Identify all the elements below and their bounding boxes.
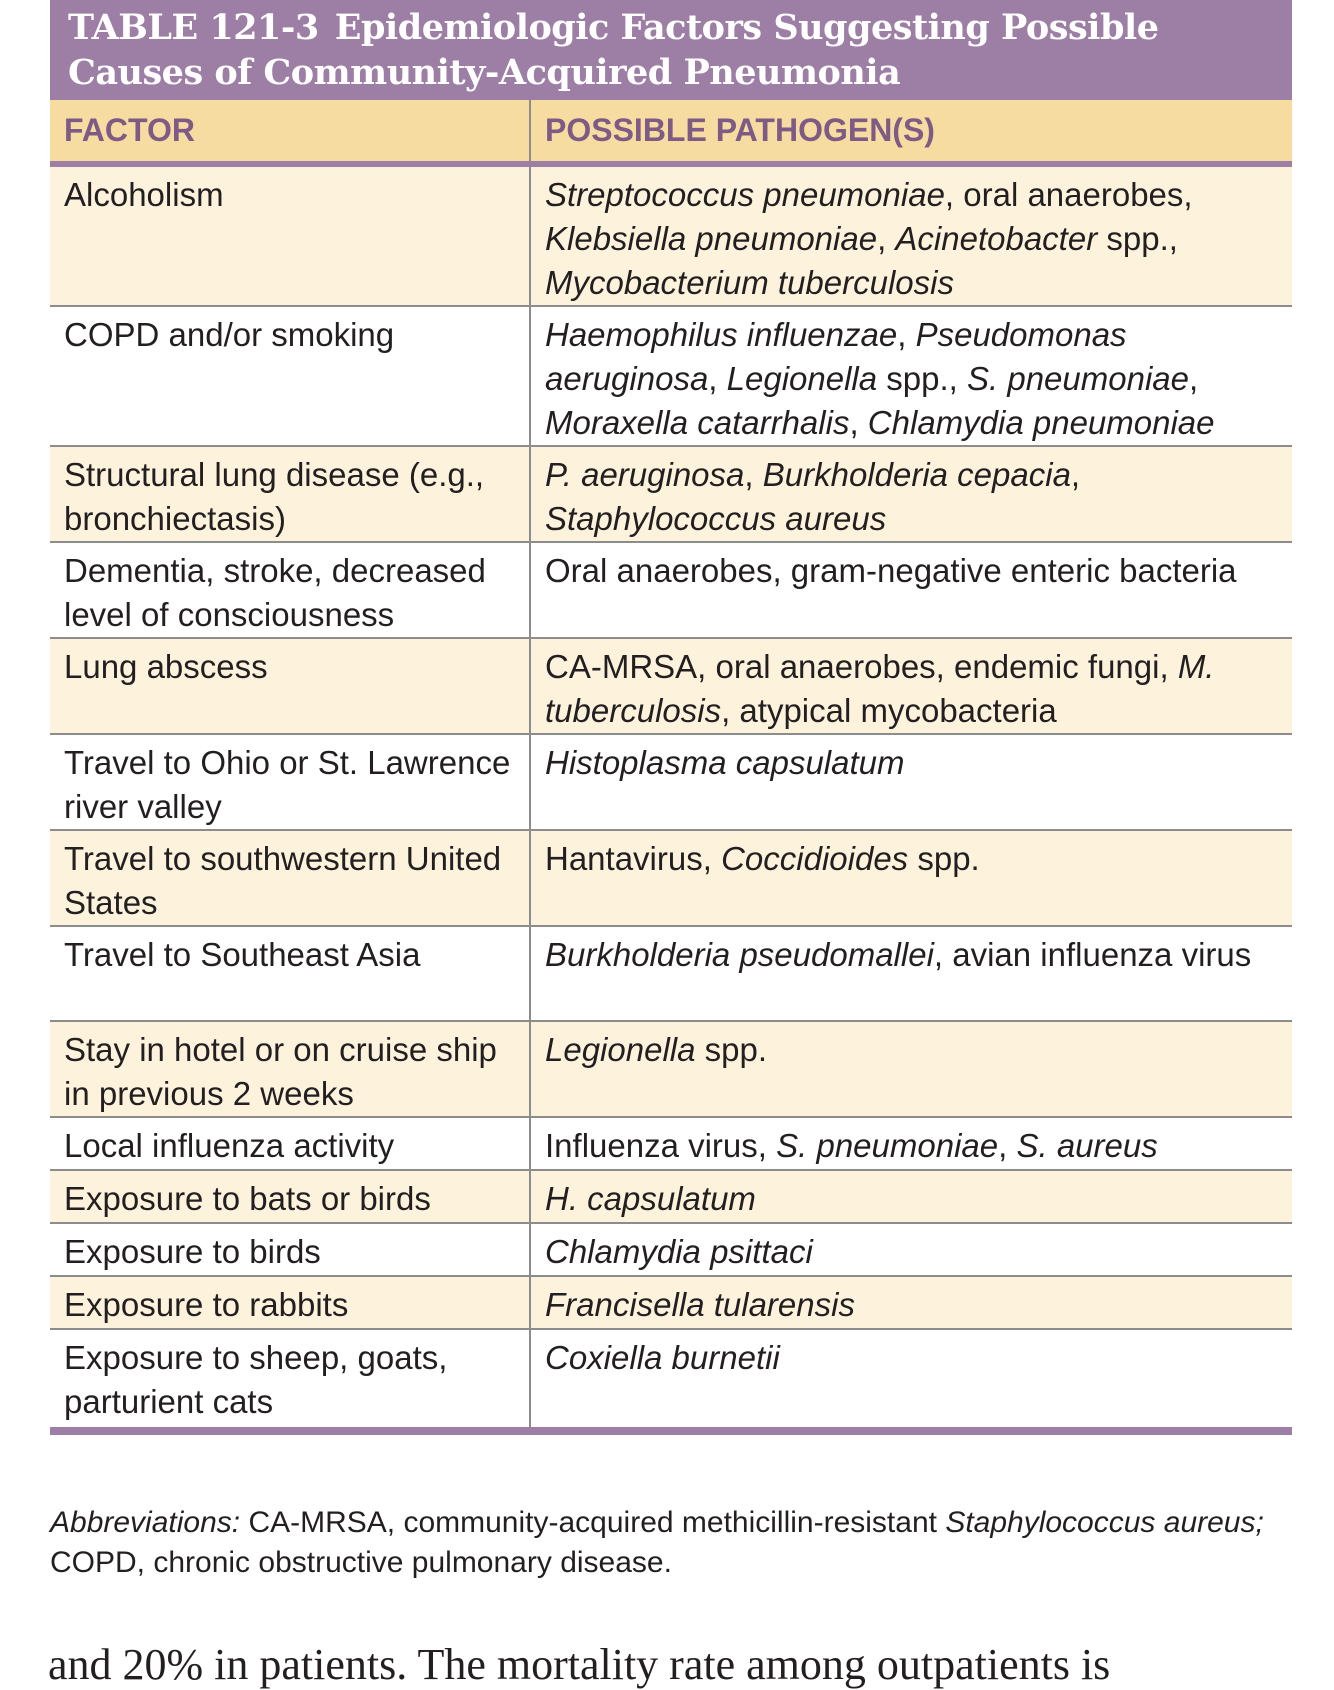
- header-row: [50, 100, 1292, 164]
- table-row: [50, 1276, 1292, 1329]
- pathogen-name-italic: Legionella: [726, 360, 878, 397]
- footnote-text: COPD, chronic obstructive pulmonary disease.: [50, 1546, 672, 1579]
- factor-cell: Exposure to sheep, goats, parturient cats: [50, 1329, 530, 1427]
- pathogen-text: Oral anaerobes, gram-negative enteric bacteria: [545, 552, 1237, 589]
- table-row: [50, 164, 1292, 306]
- pathogen-name-italic: Burkholderia cepacia: [762, 456, 1071, 493]
- pathogens-cell: [530, 542, 1292, 638]
- pathogen-text: ,: [998, 1127, 1017, 1164]
- factor-cell: Alcoholism: [50, 164, 530, 306]
- pathogen-text: spp.: [908, 840, 980, 877]
- pathogens-cell: [530, 734, 1292, 830]
- pathogens-cell: [530, 1223, 1292, 1276]
- abbreviations-label: Abbreviations:: [50, 1506, 241, 1539]
- pathogen-name-italic: Coxiella burnetii: [545, 1339, 780, 1376]
- pathogens-cell: [530, 1170, 1292, 1223]
- header-factor: FACTOR: [50, 100, 530, 164]
- pathogen-text: ,: [1189, 360, 1199, 397]
- pathogen-text: ,: [849, 404, 868, 441]
- table-title-text: Epidemiologic Factors Suggesting Possible Causes of Community-Acquired Pneumonia: [68, 7, 1159, 93]
- pathogen-text: spp.,: [1097, 220, 1178, 257]
- factor-cell: Exposure to bats or birds: [50, 1170, 530, 1223]
- pathogen-text: Influenza virus,: [545, 1127, 777, 1164]
- factor-cell: Exposure to rabbits: [50, 1276, 530, 1329]
- pathogen-name-italic: Moraxella catarrhalis: [545, 404, 850, 441]
- table-row: [50, 1021, 1292, 1117]
- factor-cell: Travel to Ohio or St. Lawrence river valley: [50, 734, 530, 830]
- table-title: [50, 0, 1292, 100]
- pathogen-name-italic: S. pneumoniae: [776, 1127, 999, 1164]
- table-row: [50, 446, 1292, 542]
- pathogen-text: ,: [1070, 456, 1081, 493]
- factor-cell: Stay in hotel or on cruise ship in previous 2 weeks: [50, 1021, 530, 1117]
- pathogen-text: ,: [877, 220, 896, 257]
- factor-cell: Lung abscess: [50, 638, 530, 734]
- data-table: [50, 100, 1292, 1427]
- pathogens-cell: [530, 926, 1292, 1021]
- factor-cell: Travel to Southeast Asia: [50, 926, 530, 1021]
- pathogen-text: ,: [708, 360, 727, 397]
- pathogens-cell: [530, 1329, 1292, 1427]
- pathogens-cell: [530, 1021, 1292, 1117]
- footnote-italic: Staphylococcus aureus;: [945, 1506, 1264, 1539]
- pneumonia-factors-table: [50, 0, 1292, 1435]
- factor-cell: COPD and/or smoking: [50, 306, 530, 446]
- pathogen-text: spp.,: [877, 360, 967, 397]
- pathogen-name-italic: Pseudomonas aeruginosa: [545, 316, 1127, 397]
- body-text-cut-off: and 20% in patients. The mortality rate among outpatients is: [48, 1640, 1111, 1689]
- pathogen-text: Hantavirus,: [545, 840, 722, 877]
- pathogen-text: , oral anaerobes,: [944, 176, 1193, 213]
- pathogens-cell: [530, 164, 1292, 306]
- header-pathogens: POSSIBLE PATHOGEN(S): [530, 100, 1292, 164]
- pathogen-name-italic: Coccidioides: [721, 840, 909, 877]
- pathogen-name-italic: Staphylococcus aureus: [545, 500, 887, 537]
- table-row: [50, 542, 1292, 638]
- pathogen-name-italic: Streptococcus pneumoniae: [545, 176, 945, 213]
- pathogen-text: ,: [897, 316, 916, 353]
- factor-cell: Exposure to birds: [50, 1223, 530, 1276]
- pathogen-name-italic: Acinetobacter: [895, 220, 1098, 257]
- table-row: [50, 926, 1292, 1021]
- pathogen-name-italic: Legionella: [545, 1031, 696, 1068]
- pathogens-cell: [530, 638, 1292, 734]
- table-body: [50, 164, 1292, 1427]
- pathogen-name-italic: Histoplasma capsulatum: [545, 744, 905, 781]
- table-row: [50, 734, 1292, 830]
- pathogens-cell: [530, 1117, 1292, 1170]
- pathogen-name-italic: Chlamydia pneumoniae: [867, 404, 1215, 441]
- pathogen-name-italic: H. capsulatum: [545, 1180, 756, 1217]
- table-number: TABLE 121-3: [68, 7, 319, 48]
- pathogens-cell: [530, 446, 1292, 542]
- pathogen-name-italic: P. aeruginosa: [545, 456, 745, 493]
- pathogen-text: , avian influenza virus: [933, 936, 1252, 973]
- table-row: [50, 830, 1292, 926]
- factor-cell: Structural lung disease (e.g., bronchiectasis): [50, 446, 530, 542]
- pathogens-cell: [530, 830, 1292, 926]
- abbreviations-footnote: [50, 1503, 1300, 1583]
- pathogens-cell: [530, 306, 1292, 446]
- pathogen-name-italic: Haemophilus influenzae: [545, 316, 898, 353]
- table-row: [50, 1329, 1292, 1427]
- factor-cell: Dementia, stroke, decreased level of consciousness: [50, 542, 530, 638]
- pathogen-name-italic: Francisella tularensis: [545, 1286, 855, 1323]
- factor-cell: Local influenza activity: [50, 1117, 530, 1170]
- pathogen-name-italic: M. tuberculosis: [545, 648, 1215, 729]
- pathogen-text: CA-MRSA, oral anaerobes, endemic fungi,: [545, 648, 1178, 685]
- factor-cell: Travel to southwestern United States: [50, 830, 530, 926]
- pathogen-text: ,: [744, 456, 763, 493]
- pathogen-name-italic: Klebsiella pneumoniae: [545, 220, 878, 257]
- table-row: [50, 306, 1292, 446]
- pathogen-name-italic: Mycobacterium tuberculosis: [545, 264, 954, 301]
- pathogen-name-italic: Burkholderia pseudomallei: [545, 936, 934, 973]
- pathogens-cell: [530, 1276, 1292, 1329]
- table-row: [50, 1223, 1292, 1276]
- table-row: [50, 1170, 1292, 1223]
- pathogen-name-italic: S. pneumoniae: [967, 360, 1189, 397]
- table-bottom-rule: [50, 1427, 1292, 1435]
- footnote-text: CA-MRSA, community-acquired methicillin-resistant: [240, 1506, 946, 1539]
- pathogen-text: spp.: [695, 1031, 768, 1068]
- pathogen-name-italic: S. aureus: [1016, 1127, 1158, 1164]
- pathogen-text: , atypical mycobacteria: [721, 692, 1057, 729]
- table-row: [50, 1117, 1292, 1170]
- pathogen-name-italic: Chlamydia psittaci: [545, 1233, 813, 1270]
- table-row: [50, 638, 1292, 734]
